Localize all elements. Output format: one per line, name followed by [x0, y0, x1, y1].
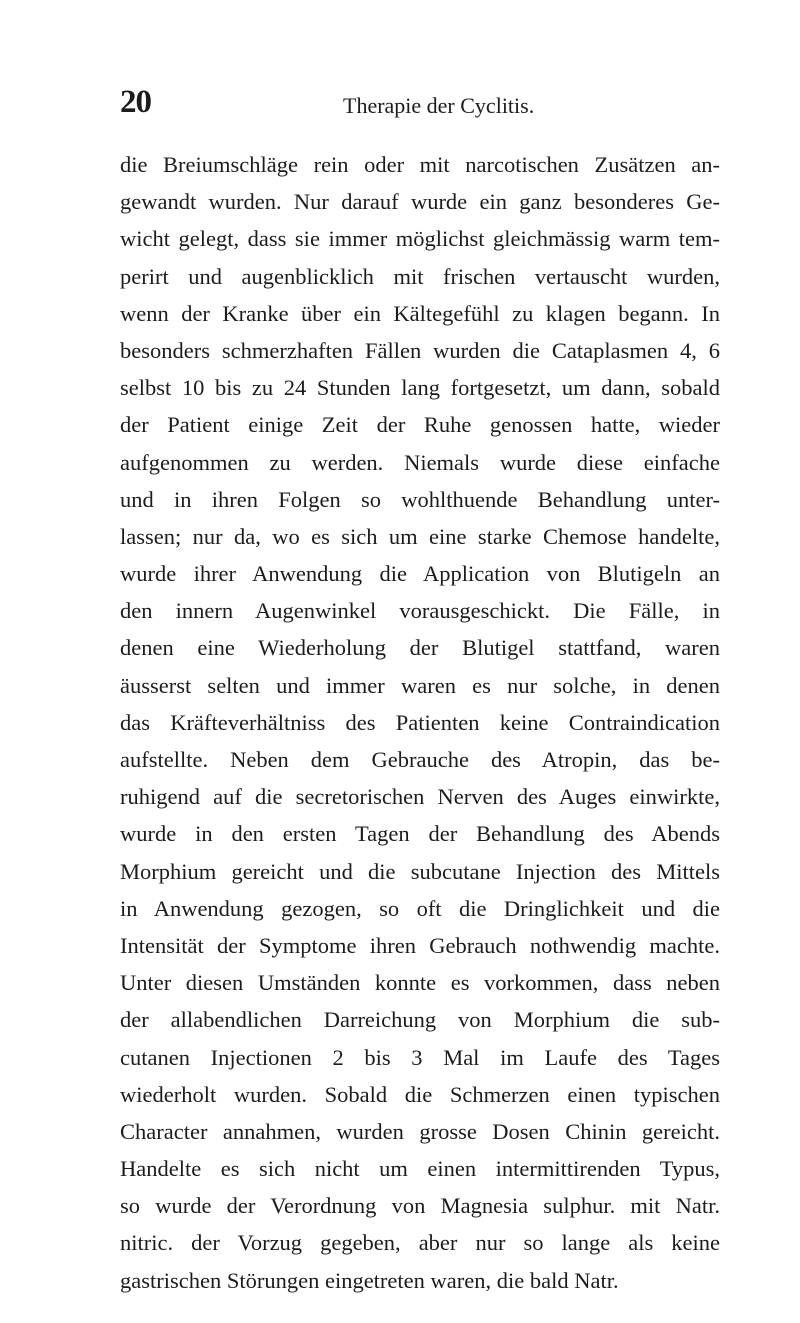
text-line: ruhigend auf die secretorischen Nerven des Auges einwirkte,: [120, 784, 720, 810]
text-line: die Breiumschläge rein oder mit narcotischen Zusätzen an-: [120, 152, 720, 177]
text-line: wurde in den ersten Tagen der Behandlung des Abends: [120, 821, 720, 847]
text-line: perirt und augenblicklich mit frischen vertauscht wurden,: [120, 263, 720, 289]
text-line: gewandt wurden. Nur darauf wurde ein ganz besonderes Ge-: [120, 189, 720, 215]
text-line: Morphium gereicht und die subcutane Injection des Mittels: [120, 858, 720, 884]
running-head: [120, 80, 680, 124]
text-line: Handelte es sich nicht um einen intermittirenden Typus,: [120, 1156, 720, 1182]
text-line: wiederholt wurden. Sobald die Schmerzen einen typischen: [120, 1081, 720, 1107]
text-line: das Kräfteverhältniss des Patienten keine Contraindication: [120, 709, 720, 735]
text-line: aufstellte. Neben dem Gebrauche des Atropin, das be-: [120, 747, 720, 772]
text-line: den innern Augenwinkel vorausgeschickt. Die Fälle, in: [120, 598, 720, 624]
text-line: nitric. der Vorzug gegeben, aber nur so lange als keine: [120, 1230, 720, 1256]
text-line: wurde ihrer Anwendung die Application von Blutigeln an: [120, 561, 720, 587]
text-line: aufgenommen zu werden. Niemals wurde diese einfache: [120, 449, 720, 475]
body-text: [120, 146, 720, 1299]
text-line: wicht gelegt, dass sie immer möglichst gleichmässig warm tem-: [120, 226, 720, 252]
running-title: Therapie der Cyclitis.: [343, 93, 535, 118]
text-line: und in ihren Folgen so wohlthuende Behandlung unter-: [120, 486, 720, 512]
text-line: so wurde der Verordnung von Magnesia sulphur. mit Natr.: [120, 1193, 720, 1219]
text-line: denen eine Wiederholung der Blutigel stattfand, waren: [120, 635, 720, 661]
text-line: gastrischen Störungen eingetreten waren, die bald Natr.: [120, 1267, 619, 1293]
text-line: der Patient einige Zeit der Ruhe genossen hatte, wieder: [120, 412, 720, 438]
text-line: cutanen Injectionen 2 bis 3 Mal im Laufe des Tages: [120, 1044, 720, 1070]
text-line: besonders schmerzhaften Fällen wurden die Cataplasmen 4, 6: [120, 337, 720, 363]
page-number: 20: [120, 84, 151, 120]
text-line: Character annahmen, wurden grosse Dosen Chinin gereicht.: [120, 1118, 720, 1144]
text-line: selbst 10 bis zu 24 Stunden lang fortgesetzt, um dann, sobald: [120, 375, 720, 401]
text-line: lassen; nur da, wo es sich um eine starke Chemose handelte,: [120, 523, 720, 549]
text-line: äusserst selten und immer waren es nur solche, in denen: [120, 672, 720, 698]
text-line: Unter diesen Umständen konnte es vorkommen, dass neben: [120, 970, 720, 996]
text-line: Intensität der Symptome ihren Gebrauch nothwendig machte.: [120, 932, 720, 958]
text-line: der allabendlichen Darreichung von Morphium die sub-: [120, 1007, 720, 1033]
text-line: wenn der Kranke über ein Kältegefühl zu klagen begann. In: [120, 300, 720, 326]
text-line: in Anwendung gezogen, so oft die Dringlichkeit und die: [120, 895, 720, 921]
